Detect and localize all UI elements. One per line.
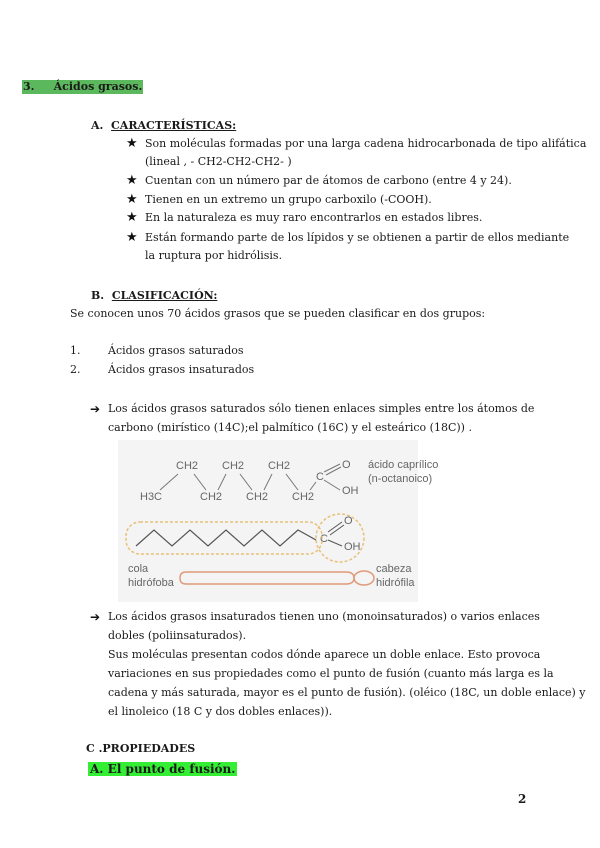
carbon-label: C xyxy=(320,533,328,545)
unsaturated-text: Los ácidos grasos insaturados tienen uno (monoinsaturados) o varios enlaces xyxy=(108,610,540,623)
tail-label: hidrófoba xyxy=(128,577,174,589)
unsaturated-text: Sus moléculas presentan codos dónde aparece un doble enlace. Esto provoca xyxy=(108,648,541,661)
unsaturated-text: dobles (poliinsaturados). xyxy=(108,629,247,642)
h3c-label: H3C xyxy=(140,491,163,503)
ch2-label: CH2 xyxy=(200,491,223,503)
acid-name: ácido caprílico xyxy=(368,459,439,471)
characteristics-heading xyxy=(91,119,236,133)
saturated-text: Los ácidos grasos saturados sólo tienen enlaces simples entre los átomos de xyxy=(108,402,535,415)
properties-heading: C .PROPIEDADES xyxy=(86,742,196,755)
ch2-label: CH2 xyxy=(246,491,269,503)
page-number: 2 xyxy=(518,792,527,806)
carbon-label: C xyxy=(316,471,324,483)
classification-label: B. xyxy=(91,289,105,302)
section-title: Ácidos grasos. xyxy=(53,80,143,93)
group-number: 1. xyxy=(70,344,81,357)
classification-intro: Se conocen unos 70 ácidos grasos que se pueden clasificar en dos grupos: xyxy=(70,307,486,320)
characteristics-title: CARACTERÍSTICAS: xyxy=(111,119,237,132)
head-label: cabeza xyxy=(376,563,412,575)
bullet-text: Tienen en un extremo un grupo carboxilo (-COOH). xyxy=(145,193,432,206)
unsaturated-text: el linoleico (18 C y dos dobles enlaces)). xyxy=(108,705,333,718)
section-heading xyxy=(22,80,143,94)
tail-label: cola xyxy=(128,563,149,575)
ch2-label: CH2 xyxy=(176,460,199,472)
bullet-text: En la naturaleza es muy raro encontrarlos en estados libres. xyxy=(145,211,483,224)
star-icon: ★ xyxy=(126,136,138,151)
saturated-text: carbono (mirístico (14C);el palmítico (16C) y el esteárico (18C)) . xyxy=(108,421,472,434)
star-icon: ★ xyxy=(126,230,138,245)
classification-heading xyxy=(91,289,217,303)
arrow-right-icon: ➔ xyxy=(90,610,101,624)
ch2-label: CH2 xyxy=(222,460,245,472)
oxygen-label: O xyxy=(344,515,353,527)
ch2-label: CH2 xyxy=(268,460,291,472)
melting-point-subheading: A. El punto de fusión. xyxy=(90,762,236,776)
group-text: Ácidos grasos insaturados xyxy=(108,363,255,376)
characteristics-label: A. xyxy=(91,119,104,132)
group-text: Ácidos grasos saturados xyxy=(108,344,244,357)
oxygen-label: O xyxy=(342,459,351,471)
unsaturated-text: variaciones en sus propiedades como el punto de fusión (cuanto más larga es la xyxy=(108,667,554,680)
head-label: hidrófila xyxy=(376,577,415,589)
classification-title: CLASIFICACIÓN: xyxy=(111,289,218,302)
group-number: 2. xyxy=(70,363,81,376)
bullet-text: (lineal , - CH2-CH2-CH2- ) xyxy=(145,155,292,168)
unsaturated-text: cadena y más saturada, mayor es el punto de fusión). (oléico (18C, un doble enlace) y xyxy=(108,686,586,699)
star-icon: ★ xyxy=(126,210,138,225)
bullet-text: Están formando parte de los lípidos y se obtienen a partir de ellos mediante xyxy=(145,231,570,244)
bullet-text: Cuentan con un número par de átomos de carbono (entre 4 y 24). xyxy=(145,174,512,187)
fatty-acid-figure xyxy=(118,440,439,602)
star-icon: ★ xyxy=(126,173,138,188)
hydroxyl-label: OH xyxy=(342,485,359,497)
hydroxyl-label: OH xyxy=(344,541,361,553)
arrow-right-icon: ➔ xyxy=(90,402,101,416)
acid-subname: (n-octanoico) xyxy=(368,473,433,485)
bullet-text: Son moléculas formadas por una larga cadena hidrocarbonada de tipo alifática xyxy=(145,137,587,150)
bullet-text: la ruptura por hidrólisis. xyxy=(145,249,283,262)
ch2-label: CH2 xyxy=(292,491,315,503)
section-number: 3. xyxy=(23,80,35,93)
star-icon: ★ xyxy=(126,192,138,207)
